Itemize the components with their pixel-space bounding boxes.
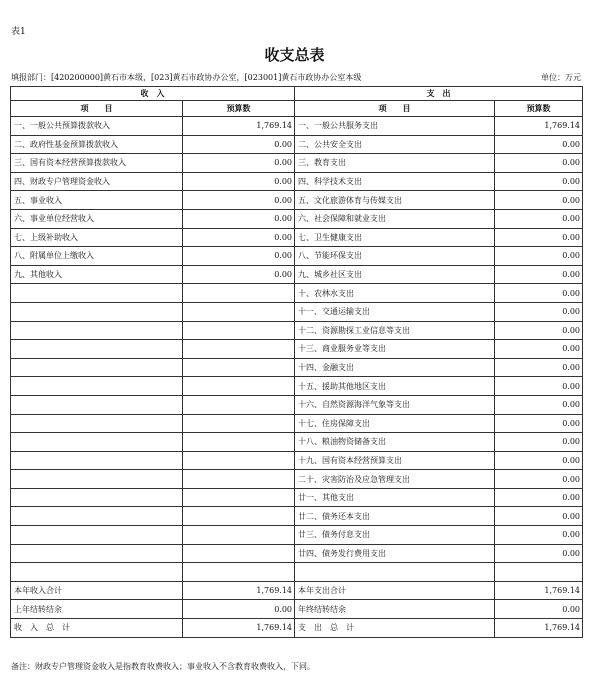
income-value-cell: 0.00 [183, 600, 295, 619]
table-row [11, 544, 583, 563]
table-row [11, 433, 583, 452]
expense-item-cell: 十二、资源勘探工业信息等支出 [295, 321, 495, 340]
income-item-cell: 收 入 总 计 [11, 619, 183, 638]
income-item-cell: 一、一般公共预算拨款收入 [11, 117, 183, 136]
expense-item-cell: 十四、金融支出 [295, 358, 495, 377]
table-row [11, 526, 583, 545]
income-value-cell: 1,769.14 [183, 581, 295, 600]
income-item-cell [11, 284, 183, 303]
expense-item-cell: 四、科学技术支出 [295, 172, 495, 191]
filing-department: 填报部门：[420200000]黄石市本级，[023]黄石市政协办公室，[023001]黄石市政协办公室本级 [11, 73, 362, 82]
expense-item-cell: 七、卫生健康支出 [295, 228, 495, 247]
income-value-cell [183, 544, 295, 563]
income-value-cell: 0.00 [183, 135, 295, 154]
expense-value-cell: 0.00 [495, 451, 583, 470]
expense-item-cell: 六、社会保障和就业支出 [295, 209, 495, 228]
table-row [11, 358, 583, 377]
expense-value-cell: 0.00 [495, 414, 583, 433]
expense-value-cell: 0.00 [495, 154, 583, 173]
budget-summary-table [10, 86, 583, 638]
income-item-cell [11, 488, 183, 507]
table-row [11, 600, 583, 619]
income-item-cell [11, 526, 183, 545]
expense-value-cell: 0.00 [495, 340, 583, 359]
table-body [11, 117, 583, 638]
expense-item-cell: 一、一般公共服务支出 [295, 117, 495, 136]
income-value-cell [183, 395, 295, 414]
expense-value-cell: 0.00 [495, 321, 583, 340]
income-item-cell [11, 340, 183, 359]
table-row [11, 117, 583, 136]
expense-value-cell: 0.00 [495, 377, 583, 396]
table-row [11, 191, 583, 210]
income-item-cell: 二、政府性基金预算拨款收入 [11, 135, 183, 154]
income-value-cell [183, 340, 295, 359]
expense-item-cell: 十、农林水支出 [295, 284, 495, 303]
income-value-cell [183, 414, 295, 433]
expense-item-cell: 十八、粮油物资储备支出 [295, 433, 495, 452]
income-value-cell: 1,769.14 [183, 117, 295, 136]
income-item-cell: 本年收入合计 [11, 581, 183, 600]
income-item-cell [11, 414, 183, 433]
income-value-cell [183, 563, 295, 582]
income-item-cell [11, 395, 183, 414]
table-row [11, 265, 583, 284]
table-number: 表1 [11, 27, 26, 37]
expense-item-cell: 本年支出合计 [295, 581, 495, 600]
expense-item-cell: 廿一、其他支出 [295, 488, 495, 507]
income-item-cell: 八、附属单位上缴收入 [11, 247, 183, 266]
expense-item-cell: 二、公共安全支出 [295, 135, 495, 154]
income-budget-header: 预算数 [183, 101, 295, 117]
page-title: 收支总表 [264, 46, 325, 64]
table-row [11, 228, 583, 247]
expense-item-cell: 九、城乡社区支出 [295, 265, 495, 284]
income-item-cell [11, 321, 183, 340]
income-value-cell: 0.00 [183, 209, 295, 228]
expense-item-cell: 八、节能环保支出 [295, 247, 495, 266]
income-value-cell: 0.00 [183, 247, 295, 266]
expense-value-cell: 0.00 [495, 265, 583, 284]
expense-value-cell: 0.00 [495, 526, 583, 545]
expense-value-cell: 0.00 [495, 395, 583, 414]
table-row [11, 135, 583, 154]
table-row [11, 451, 583, 470]
income-item-cell [11, 563, 183, 582]
expense-item-cell: 廿三、债务付息支出 [295, 526, 495, 545]
expense-item-cell: 廿二、债务还本支出 [295, 507, 495, 526]
expense-value-cell: 0.00 [495, 600, 583, 619]
table-row [11, 247, 583, 266]
table-row [11, 172, 583, 191]
income-item-cell: 五、事业收入 [11, 191, 183, 210]
income-item-cell [11, 507, 183, 526]
footnote: 备注：财政专户管理资金收入是指教育收费收入；事业收入不含教育收费收入，下同。 [11, 662, 315, 671]
income-value-cell [183, 358, 295, 377]
table-row [11, 563, 583, 582]
expense-item-cell: 二十、灾害防治及应急管理支出 [295, 470, 495, 489]
income-value-cell: 0.00 [183, 265, 295, 284]
expense-item-cell [295, 563, 495, 582]
table-row [11, 209, 583, 228]
income-item-cell: 三、国有资本经营预算拨款收入 [11, 154, 183, 173]
unit-label: 单位：万元 [541, 73, 581, 82]
table-row [11, 154, 583, 173]
income-item-cell [11, 544, 183, 563]
expense-item-cell: 十五、援助其他地区支出 [295, 377, 495, 396]
expense-item-cell: 五、文化旅游体育与传媒支出 [295, 191, 495, 210]
expense-item-cell: 十三、商业服务业等支出 [295, 340, 495, 359]
expense-value-cell: 0.00 [495, 470, 583, 489]
table-row [11, 414, 583, 433]
expense-item-cell: 廿四、债务发行费用支出 [295, 544, 495, 563]
expense-value-cell: 0.00 [495, 433, 583, 452]
table-row [11, 284, 583, 303]
expense-item-cell: 十一、交通运输支出 [295, 302, 495, 321]
table-row [11, 619, 583, 638]
expense-item-cell: 十七、住房保障支出 [295, 414, 495, 433]
income-item-cell [11, 451, 183, 470]
table-row [11, 302, 583, 321]
income-value-cell: 0.00 [183, 154, 295, 173]
expense-item-cell: 十六、自然资源海洋气象等支出 [295, 395, 495, 414]
expense-item-cell: 支 出 总 计 [295, 619, 495, 638]
income-value-cell: 1,769.14 [183, 619, 295, 638]
expense-value-cell: 0.00 [495, 507, 583, 526]
income-value-cell [183, 321, 295, 340]
income-section-header: 收 入 [11, 87, 295, 101]
income-item-cell: 七、上级补助收入 [11, 228, 183, 247]
expense-value-cell: 0.00 [495, 302, 583, 321]
income-value-cell: 0.00 [183, 228, 295, 247]
expense-item-cell: 年终结转结余 [295, 600, 495, 619]
section-header-row [11, 87, 583, 101]
expense-value-cell: 0.00 [495, 209, 583, 228]
income-value-cell [183, 284, 295, 303]
income-item-cell [11, 377, 183, 396]
report-info-line [11, 72, 581, 83]
expense-value-cell: 0.00 [495, 228, 583, 247]
income-value-cell: 0.00 [183, 191, 295, 210]
table-row [11, 395, 583, 414]
expense-value-cell: 0.00 [495, 488, 583, 507]
income-value-cell [183, 377, 295, 396]
income-item-cell [11, 358, 183, 377]
income-value-cell: 0.00 [183, 172, 295, 191]
expense-value-cell: 0.00 [495, 284, 583, 303]
table-row [11, 321, 583, 340]
expense-value-cell: 0.00 [495, 135, 583, 154]
expense-value-cell: 0.00 [495, 247, 583, 266]
table-row [11, 488, 583, 507]
income-value-cell [183, 488, 295, 507]
expense-value-cell: 1,769.14 [495, 619, 583, 638]
table-row [11, 340, 583, 359]
income-item-cell: 六、事业单位经营收入 [11, 209, 183, 228]
income-item-header: 项 目 [11, 101, 183, 117]
income-item-cell [11, 302, 183, 321]
income-value-cell [183, 507, 295, 526]
expense-value-cell: 0.00 [495, 172, 583, 191]
expense-value-cell: 0.00 [495, 358, 583, 377]
expense-item-header: 项 目 [295, 101, 495, 117]
income-item-cell [11, 433, 183, 452]
table-row [11, 507, 583, 526]
expense-budget-header: 预算数 [495, 101, 583, 117]
income-value-cell [183, 433, 295, 452]
income-value-cell [183, 470, 295, 489]
expense-value-cell: 1,769.14 [495, 581, 583, 600]
table-row [11, 470, 583, 489]
table-row [11, 581, 583, 600]
income-item-cell: 九、其他收入 [11, 265, 183, 284]
expense-item-cell: 三、教育支出 [295, 154, 495, 173]
income-value-cell [183, 451, 295, 470]
column-header-row [11, 101, 583, 117]
expense-section-header: 支 出 [295, 87, 583, 101]
income-value-cell [183, 302, 295, 321]
expense-value-cell: 0.00 [495, 544, 583, 563]
income-item-cell [11, 470, 183, 489]
expense-value-cell: 1,769.14 [495, 117, 583, 136]
expense-item-cell: 十九、国有资本经营预算支出 [295, 451, 495, 470]
expense-value-cell: 0.00 [495, 191, 583, 210]
table-row [11, 377, 583, 396]
income-item-cell: 四、财政专户管理资金收入 [11, 172, 183, 191]
income-item-cell: 上年结转结余 [11, 600, 183, 619]
income-value-cell [183, 526, 295, 545]
expense-value-cell [495, 563, 583, 582]
